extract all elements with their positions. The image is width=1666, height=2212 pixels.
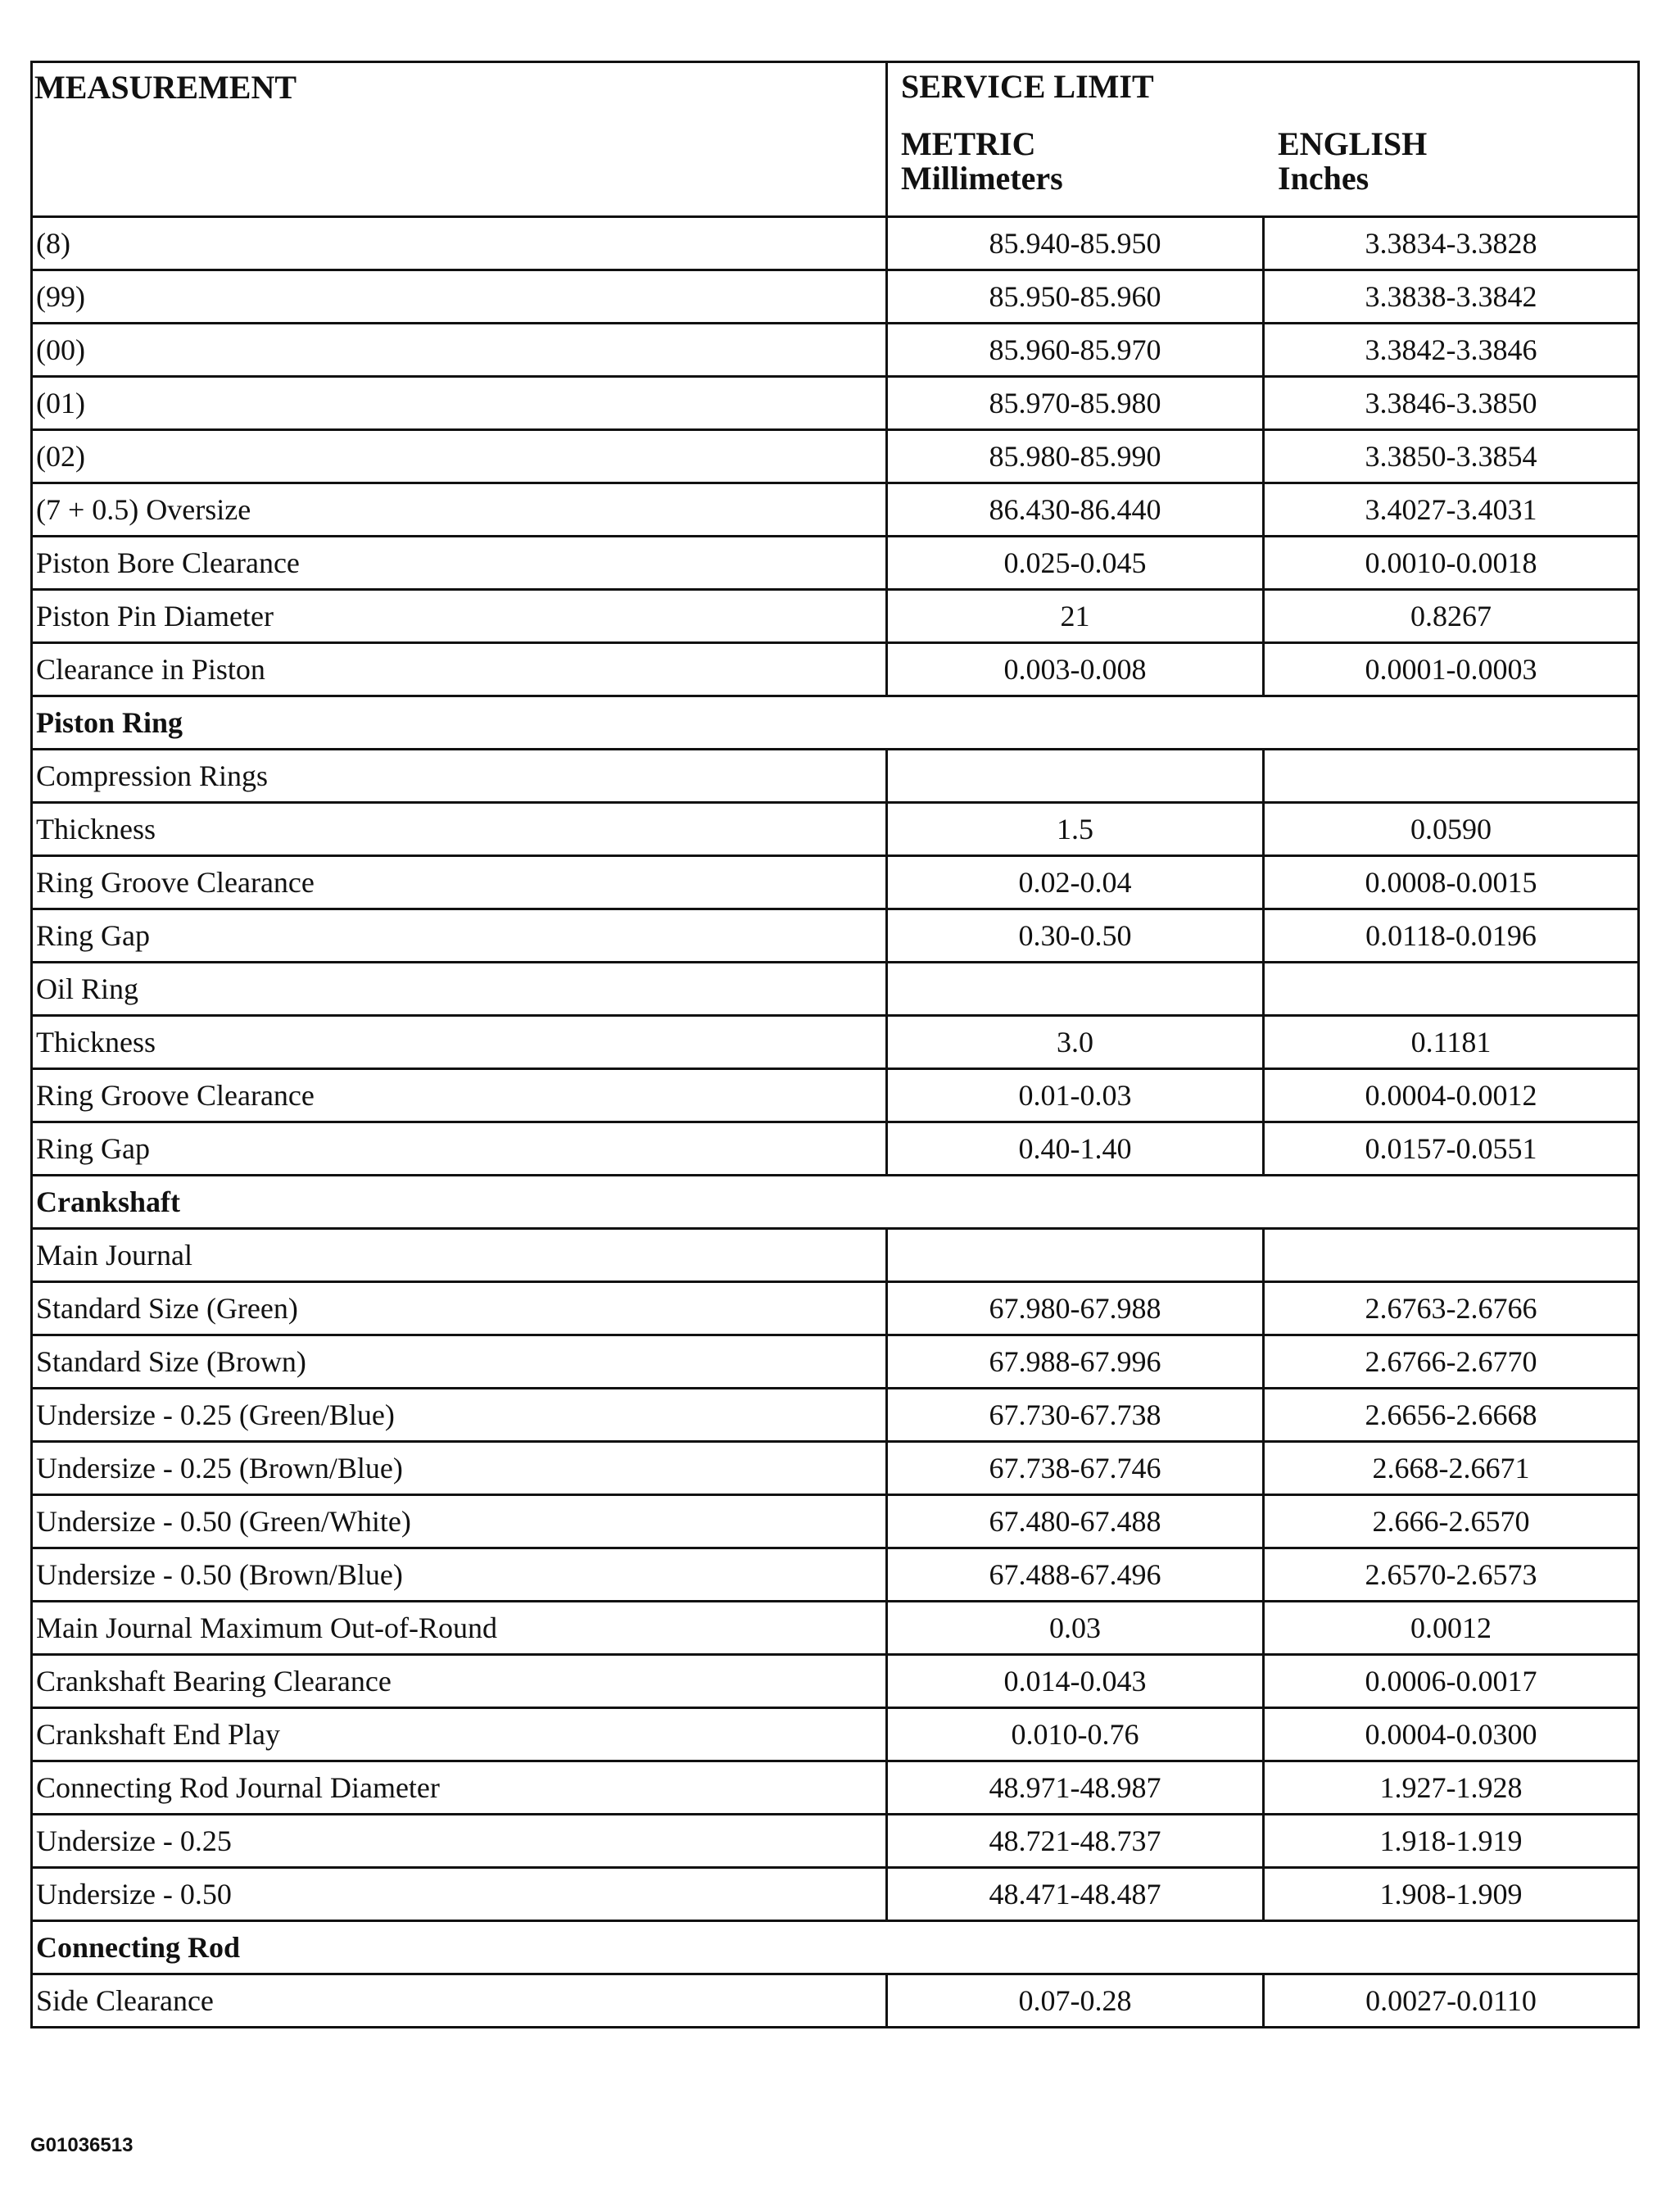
table-row xyxy=(32,324,1639,377)
metric-unit: Millimeters xyxy=(901,160,1063,197)
table-row xyxy=(32,1389,1639,1442)
english-value-cell: 0.8267 xyxy=(1264,590,1639,643)
section-header-row xyxy=(32,1921,1639,1974)
table-header-row xyxy=(32,62,1639,217)
english-value-cell: 0.0590 xyxy=(1264,803,1639,856)
metric-value-cell: 0.025-0.045 xyxy=(887,537,1264,590)
table-row xyxy=(32,1016,1639,1069)
table-row xyxy=(32,1282,1639,1335)
table-body xyxy=(32,217,1639,2028)
english-title: ENGLISH xyxy=(1278,125,1428,162)
english-value-cell: 0.0010-0.0018 xyxy=(1264,537,1639,590)
english-value-cell: 3.3838-3.3842 xyxy=(1264,270,1639,324)
metric-value-cell: 0.07-0.28 xyxy=(887,1974,1264,2028)
measurement-cell: Ring Gap xyxy=(32,1122,887,1176)
table-row xyxy=(32,1815,1639,1868)
measurement-cell: Compression Rings xyxy=(32,750,887,803)
english-value-cell: 1.908-1.909 xyxy=(1264,1868,1639,1921)
measurement-cell: Standard Size (Green) xyxy=(32,1282,887,1335)
table-row xyxy=(32,856,1639,909)
english-value-cell: 2.6656-2.6668 xyxy=(1264,1389,1639,1442)
metric-value-cell: 86.430-86.440 xyxy=(887,483,1264,537)
table-row xyxy=(32,1708,1639,1761)
english-value-cell: 3.3850-3.3854 xyxy=(1264,430,1639,483)
metric-value-cell: 3.0 xyxy=(887,1016,1264,1069)
english-value-cell: 2.6766-2.6770 xyxy=(1264,1335,1639,1389)
english-value-cell: 3.4027-3.4031 xyxy=(1264,483,1639,537)
english-value-cell: 2.6763-2.6766 xyxy=(1264,1282,1639,1335)
metric-value-cell: 85.970-85.980 xyxy=(887,377,1264,430)
table-row xyxy=(32,1495,1639,1548)
english-value-cell: 1.918-1.919 xyxy=(1264,1815,1639,1868)
metric-value-cell: 48.971-48.987 xyxy=(887,1761,1264,1815)
metric-value-cell: 0.03 xyxy=(887,1602,1264,1655)
table-row xyxy=(32,643,1639,696)
table-row xyxy=(32,1974,1639,2028)
table-row xyxy=(32,1335,1639,1389)
table-row xyxy=(32,1229,1639,1282)
english-value-cell: 0.0157-0.0551 xyxy=(1264,1122,1639,1176)
table-row xyxy=(32,270,1639,324)
metric-value-cell: 67.730-67.738 xyxy=(887,1389,1264,1442)
table-row xyxy=(32,1069,1639,1122)
metric-header xyxy=(901,127,1063,196)
measurement-cell: Thickness xyxy=(32,1016,887,1069)
measurement-cell: Crankshaft Bearing Clearance xyxy=(32,1655,887,1708)
measurement-cell: Connecting Rod Journal Diameter xyxy=(32,1761,887,1815)
measurement-cell: Thickness xyxy=(32,803,887,856)
measurement-cell: Standard Size (Brown) xyxy=(32,1335,887,1389)
metric-title: METRIC xyxy=(901,125,1036,162)
metric-value-cell: 67.738-67.746 xyxy=(887,1442,1264,1495)
english-value-cell: 0.0008-0.0015 xyxy=(1264,856,1639,909)
english-value-cell: 0.0012 xyxy=(1264,1602,1639,1655)
metric-value-cell: 67.988-67.996 xyxy=(887,1335,1264,1389)
section-header-row xyxy=(32,1176,1639,1229)
measurement-cell: Undersize - 0.50 xyxy=(32,1868,887,1921)
table-row xyxy=(32,1548,1639,1602)
measurement-cell: Piston Pin Diameter xyxy=(32,590,887,643)
measurement-cell: Undersize - 0.50 (Brown/Blue) xyxy=(32,1548,887,1602)
table-row xyxy=(32,1442,1639,1495)
table-row xyxy=(32,750,1639,803)
metric-value-cell: 1.5 xyxy=(887,803,1264,856)
service-limit-header xyxy=(887,62,1639,217)
measurement-cell: Oil Ring xyxy=(32,963,887,1016)
english-value-cell: 0.0004-0.0300 xyxy=(1264,1708,1639,1761)
metric-value-cell: 67.980-67.988 xyxy=(887,1282,1264,1335)
english-value-cell: 3.3846-3.3850 xyxy=(1264,377,1639,430)
table-row xyxy=(32,537,1639,590)
english-value-cell: 0.1181 xyxy=(1264,1016,1639,1069)
measurement-cell: Crankshaft End Play xyxy=(32,1708,887,1761)
table-row xyxy=(32,1602,1639,1655)
table-row xyxy=(32,803,1639,856)
figure-id: G01036513 xyxy=(30,2134,134,2156)
english-value-cell xyxy=(1264,1229,1639,1282)
measurement-cell: Main Journal xyxy=(32,1229,887,1282)
table-row xyxy=(32,483,1639,537)
measurement-cell: Piston Bore Clearance xyxy=(32,537,887,590)
english-value-cell: 3.3834-3.3828 xyxy=(1264,217,1639,270)
table-row xyxy=(32,430,1639,483)
english-value-cell xyxy=(1264,963,1639,1016)
english-value-cell: 2.6570-2.6573 xyxy=(1264,1548,1639,1602)
table-row xyxy=(32,1761,1639,1815)
measurement-cell: Ring Groove Clearance xyxy=(32,856,887,909)
table-row xyxy=(32,963,1639,1016)
table-row xyxy=(32,1655,1639,1708)
measurement-header: MEASUREMENT xyxy=(32,62,887,217)
english-unit: Inches xyxy=(1278,160,1369,197)
metric-value-cell: 21 xyxy=(887,590,1264,643)
section-header-row xyxy=(32,696,1639,750)
metric-value-cell xyxy=(887,963,1264,1016)
metric-value-cell: 48.471-48.487 xyxy=(887,1868,1264,1921)
english-value-cell: 2.668-2.6671 xyxy=(1264,1442,1639,1495)
measurement-cell: (01) xyxy=(32,377,887,430)
english-value-cell xyxy=(1264,750,1639,803)
english-value-cell: 0.0001-0.0003 xyxy=(1264,643,1639,696)
metric-value-cell: 0.40-1.40 xyxy=(887,1122,1264,1176)
metric-value-cell xyxy=(887,1229,1264,1282)
metric-value-cell: 0.30-0.50 xyxy=(887,909,1264,963)
measurement-cell: Undersize - 0.25 (Brown/Blue) xyxy=(32,1442,887,1495)
table-row xyxy=(32,1868,1639,1921)
service-limit-table xyxy=(30,61,1640,2028)
section-title: Crankshaft xyxy=(32,1176,1639,1229)
metric-value-cell: 85.980-85.990 xyxy=(887,430,1264,483)
metric-value-cell: 85.940-85.950 xyxy=(887,217,1264,270)
metric-value-cell: 85.950-85.960 xyxy=(887,270,1264,324)
english-value-cell: 1.927-1.928 xyxy=(1264,1761,1639,1815)
english-value-cell: 0.0006-0.0017 xyxy=(1264,1655,1639,1708)
metric-value-cell: 0.01-0.03 xyxy=(887,1069,1264,1122)
measurement-cell: (99) xyxy=(32,270,887,324)
measurement-cell: Undersize - 0.25 (Green/Blue) xyxy=(32,1389,887,1442)
metric-value-cell: 48.721-48.737 xyxy=(887,1815,1264,1868)
section-title: Piston Ring xyxy=(32,696,1639,750)
metric-value-cell: 0.02-0.04 xyxy=(887,856,1264,909)
measurement-cell: Side Clearance xyxy=(32,1974,887,2028)
measurement-cell: (00) xyxy=(32,324,887,377)
english-value-cell: 3.3842-3.3846 xyxy=(1264,324,1639,377)
table-row xyxy=(32,377,1639,430)
metric-value-cell: 85.960-85.970 xyxy=(887,324,1264,377)
table-row xyxy=(32,590,1639,643)
measurement-cell: (02) xyxy=(32,430,887,483)
metric-value-cell: 0.014-0.043 xyxy=(887,1655,1264,1708)
metric-value-cell: 67.480-67.488 xyxy=(887,1495,1264,1548)
service-limit-title: SERVICE LIMIT xyxy=(901,68,1154,105)
measurement-cell: (8) xyxy=(32,217,887,270)
metric-value-cell: 0.010-0.76 xyxy=(887,1708,1264,1761)
table-row xyxy=(32,909,1639,963)
measurement-cell: Clearance in Piston xyxy=(32,643,887,696)
measurement-cell: Undersize - 0.50 (Green/White) xyxy=(32,1495,887,1548)
metric-value-cell: 67.488-67.496 xyxy=(887,1548,1264,1602)
table-row xyxy=(32,217,1639,270)
measurement-cell: Ring Groove Clearance xyxy=(32,1069,887,1122)
measurement-cell: Main Journal Maximum Out-of-Round xyxy=(32,1602,887,1655)
measurement-cell: (7 + 0.5) Oversize xyxy=(32,483,887,537)
measurement-cell: Undersize - 0.25 xyxy=(32,1815,887,1868)
english-value-cell: 0.0118-0.0196 xyxy=(1264,909,1639,963)
section-title: Connecting Rod xyxy=(32,1921,1639,1974)
english-value-cell: 0.0004-0.0012 xyxy=(1264,1069,1639,1122)
english-value-cell: 0.0027-0.0110 xyxy=(1264,1974,1639,2028)
metric-value-cell: 0.003-0.008 xyxy=(887,643,1264,696)
english-value-cell: 2.666-2.6570 xyxy=(1264,1495,1639,1548)
metric-value-cell xyxy=(887,750,1264,803)
table-row xyxy=(32,1122,1639,1176)
measurement-cell: Ring Gap xyxy=(32,909,887,963)
english-header xyxy=(1278,127,1427,196)
